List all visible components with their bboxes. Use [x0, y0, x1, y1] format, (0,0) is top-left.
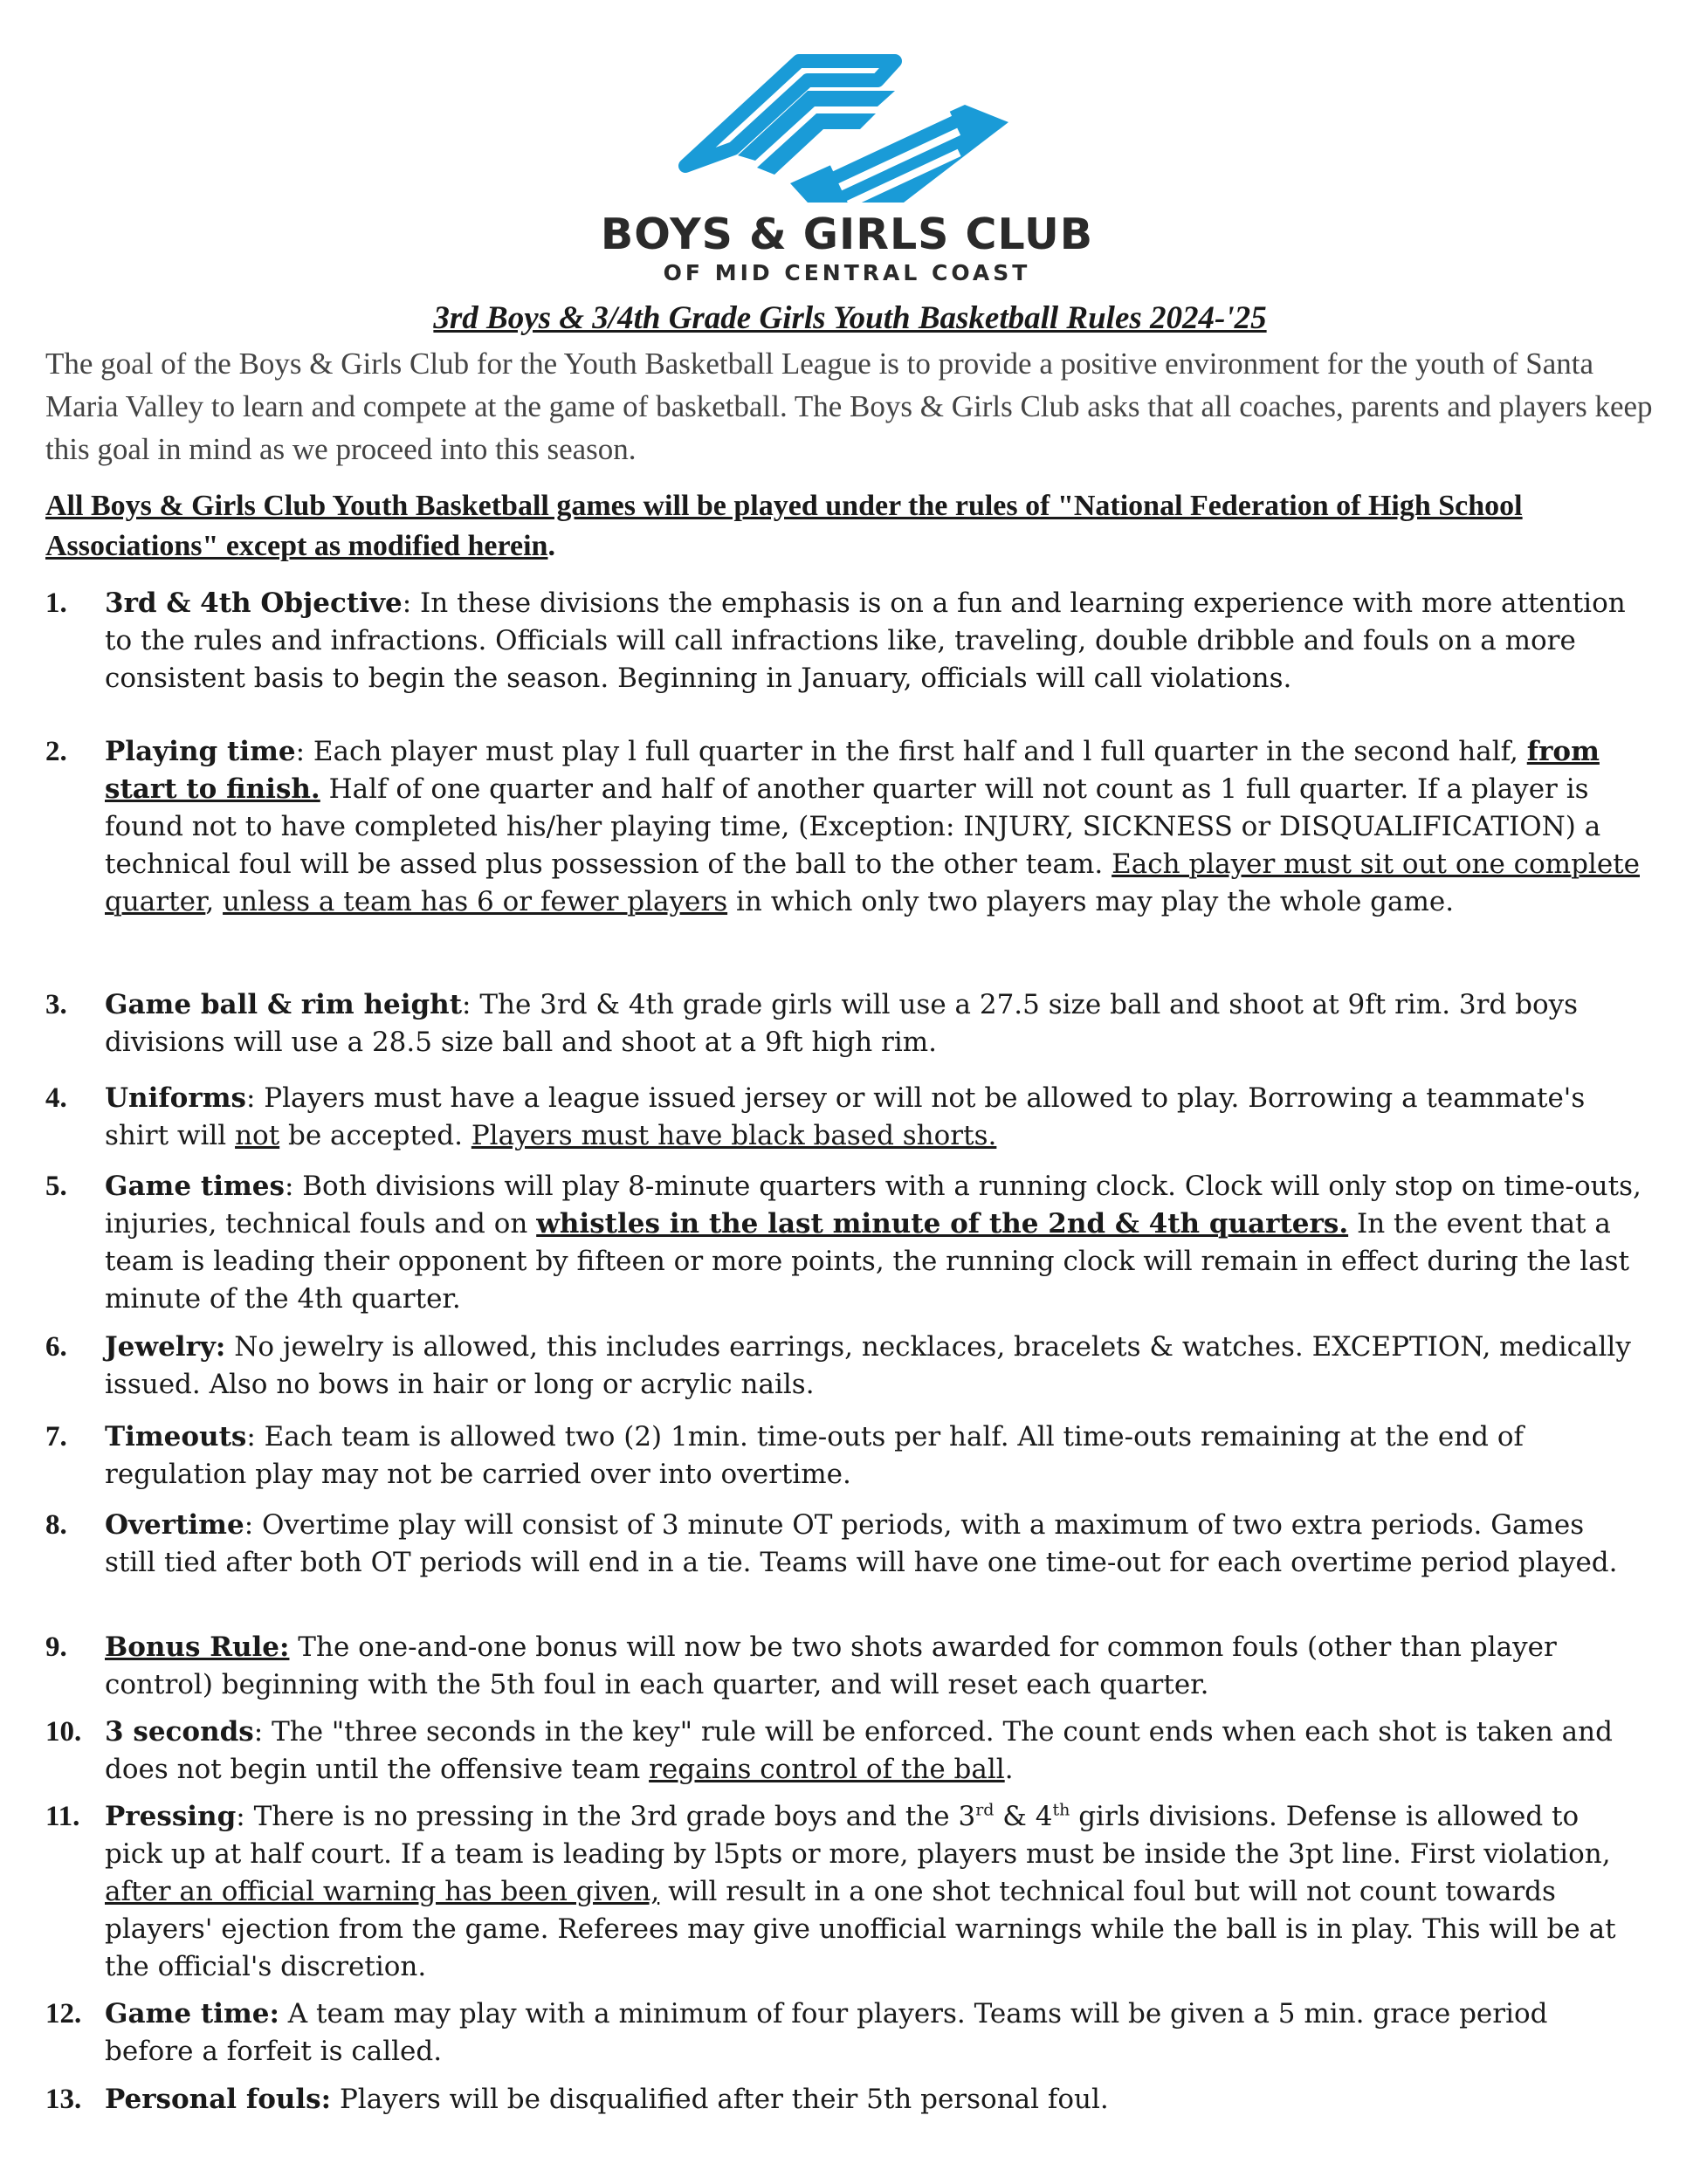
rule-text: : In these divisions the emphasis is on a fun and learning experience with more attention to the rules and infractions. Officials will call infractions like, traveling, double dribble and fouls on a more consistent basis to begin the season. Beginning in January, officials will call violations. [105, 587, 1626, 694]
rule-number: 11. [45, 1801, 80, 1832]
rule-text: In the event that a team is leading their opponent by fifteen or more points, the running clock will remain in effect during the last minute of the 4th quarter. [105, 1208, 1630, 1315]
federation-period: . [547, 530, 555, 562]
rule-body [105, 733, 1641, 921]
rule-emphasis: from start to finish. [105, 736, 1600, 805]
rule-text: Players will be disqualified after their 5th personal foul. [331, 2084, 1109, 2115]
ordinal-suffix: th [1052, 1800, 1070, 1820]
federation-statement [45, 486, 1669, 567]
rule-body [105, 1507, 1641, 1582]
rule-text: girls divisions. Defense is allowed to pick up at half court. If a team is leading by l5pts or more, players must be inside the 3pt line. First violation, [105, 1801, 1611, 1870]
document-title: 3rd Boys & 3/4th Grade Girls Youth Basketball Rules 2024-'25 [433, 300, 1267, 336]
rule-emphasis: whistles in the last minute of the 2nd & 4th quarters. [536, 1208, 1349, 1240]
rule-text: No jewelry is allowed, this includes earrings, necklaces, bracelets & watches. EXCEPTION, medically issued. Also no bows in hair or long or acrylic nails. [105, 1331, 1631, 1400]
rule-number: 13. [45, 2084, 82, 2115]
rule-text: Half of one quarter and half of another quarter will not count as 1 full quarter. If a player is found not to have completed his/her playing time, (Exception: INJURY, SICKNESS or DISQUALIFICATION) a technical foul will be assed plus possession of the ball to the other team. [105, 773, 1601, 880]
rule-title: Jewelry: [105, 1331, 226, 1363]
rule-underlined: unless a team has 6 or fewer players [223, 886, 728, 917]
rule-title: Playing time [105, 736, 296, 767]
rule-body [105, 585, 1641, 697]
rule-body [105, 1995, 1641, 2071]
rule-number: 7. [45, 1421, 67, 1453]
rule-text: : Each player must play l full quarter in the first half and l full quarter in the second half, [295, 736, 1527, 767]
rule-number: 3. [45, 989, 67, 1020]
rule-underlined: not [235, 1120, 280, 1151]
rule-text: A team may play with a minimum of four players. Teams will be given a 5 min. grace period before a forfeit is called. [105, 1998, 1548, 2067]
rule-body [105, 1329, 1641, 1404]
rule-number: 10. [45, 1716, 82, 1748]
hands-logo-icon [677, 52, 1017, 209]
rule-text: : Overtime play will consist of 3 minute OT periods, with a maximum of two extra periods. Games still tied after both OT periods will end in a tie. Teams will have one time-out for each overtime period played. [105, 1509, 1618, 1578]
rule-title: Bonus Rule: [105, 1631, 290, 1663]
rule-text: : There is no pressing in the 3rd grade boys and the 3 [236, 1801, 976, 1832]
rule-number: 4. [45, 1082, 67, 1114]
rule-title: Game ball & rim height [105, 989, 463, 1020]
club-subname: OF MID CENTRAL COAST [663, 260, 1031, 285]
club-logo [576, 52, 1118, 288]
club-name: BOYS & GIRLS CLUB [600, 209, 1094, 259]
rule-number: 8. [45, 1509, 67, 1541]
rule-body [105, 2081, 1641, 2119]
rule-underlined: Players must have black based shorts. [471, 1120, 997, 1151]
rule-title: Personal fouls: [105, 2084, 332, 2115]
rule-number: 12. [45, 1998, 82, 2029]
rule-text: : Players must have a league issued jersey or will not be allowed to play. Borrowing a teammate's shirt will [105, 1082, 1586, 1151]
rule-body [105, 1798, 1641, 1986]
rule-title: 3rd & 4th Objective [105, 587, 403, 619]
rule-title: Uniforms [105, 1082, 246, 1114]
rule-title: Game times [105, 1171, 285, 1202]
rule-body [105, 1080, 1641, 1155]
rule-number: 9. [45, 1631, 67, 1663]
rule-body [105, 1418, 1641, 1494]
rule-title: Game time: [105, 1998, 279, 2029]
rule-text: : Both divisions will play 8-minute quarters with a running clock. Clock will only stop on time-outs, injuries, technical fouls and on [105, 1171, 1641, 1240]
federation-text: All Boys & Girls Club Youth Basketball games will be played under the rules of "National Federation of High School Associations" except as modified herein [45, 490, 1523, 562]
rule-text: The one-and-one bonus will now be two shots awarded for common fouls (other than player control) beginning with the 5th foul in each quarter, and will reset each quarter. [105, 1631, 1557, 1700]
rule-text: be accepted. [279, 1120, 471, 1151]
rule-text: in which only two players may play the whole game. [727, 886, 1455, 917]
rule-underlined: regains control of the ball [649, 1754, 1005, 1785]
rule-text: . [1004, 1754, 1014, 1785]
rule-text: & 4 [994, 1801, 1053, 1832]
rule-number: 6. [45, 1331, 67, 1363]
rule-number: 1. [45, 587, 67, 619]
rule-title: Pressing [105, 1801, 237, 1832]
rule-body [105, 1629, 1641, 1704]
intro-paragraph: The goal of the Boys & Girls Club for the Youth Basketball League is to provide a positive environment for the youth of Santa Maria Valley to learn and compete at the game of basketball. The Boys & Girls Club asks that all coaches, parents and players keep this goal in mind as we proceed into this season. [45, 347, 1653, 466]
rule-text: : The "three seconds in the key" rule will be enforced. The count ends when each shot is taken and does not begin until the offensive team [105, 1716, 1613, 1785]
ordinal-suffix: rd [975, 1800, 995, 1820]
rule-text: : Each team is allowed two (2) 1min. time-outs per half. All time-outs remaining at the end of regulation play may not be carried over into overtime. [105, 1421, 1524, 1490]
rule-underlined: after an official warning has been given, [105, 1876, 660, 1907]
rule-separator: , [205, 886, 224, 917]
rule-body [105, 1714, 1641, 1789]
rule-text: : The 3rd & 4th grade girls will use a 27.5 size ball and shoot at 9ft rim. 3rd boys divisions will use a 28.5 size ball and shoot at a 9ft high rim. [105, 989, 1579, 1058]
rule-underlined: Each player must sit out one complete quarter [105, 848, 1640, 917]
rule-number: 2. [45, 736, 67, 767]
rule-title: Overtime [105, 1509, 244, 1541]
rule-body [105, 1168, 1641, 1318]
rule-number: 5. [45, 1171, 67, 1202]
rule-body [105, 986, 1641, 1061]
rule-title: Timeouts [105, 1421, 247, 1453]
rule-title: 3 seconds [105, 1716, 254, 1748]
rule-text: will result in a one shot technical foul but will not count towards players' ejection from the game. Referees may give unofficial warnings while the ball is in play. This will be at the official's discretion. [105, 1876, 1616, 1982]
